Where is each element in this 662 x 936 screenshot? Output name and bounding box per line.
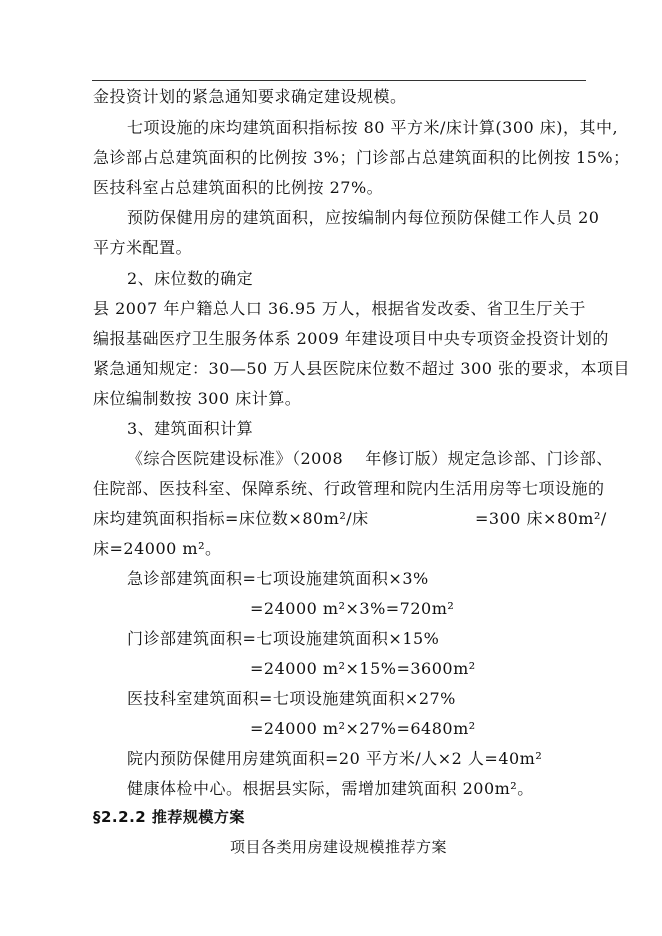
text-line: 床位编制数按 300 床计算。 — [93, 389, 302, 408]
subheading-bed-count: 2、床位数的确定 — [127, 269, 254, 288]
formula-line: 床均建筑面积指标=床位数×80m²/床 — [93, 509, 369, 528]
text-line: 健康体检中心。根据县实际，需增加建筑面积 200m²。 — [127, 779, 534, 798]
header-rule — [92, 80, 586, 81]
formula-line: 门诊部建筑面积=七项设施建筑面积×15% — [127, 629, 440, 648]
text-line: 七项设施的床均建筑面积指标按 80 平方米/床计算(300 床)，其中, — [127, 118, 619, 137]
formula-line: 床=24000 m²。 — [93, 539, 222, 558]
section-heading: §2.2.2 推荐规模方案 — [93, 808, 245, 826]
formula-line: 急诊部建筑面积=七项设施建筑面积×3% — [127, 569, 429, 588]
formula-result: =24000 m²×27%=6480m² — [250, 719, 476, 738]
formula-line: 医技科室建筑面积=七项设施建筑面积×27% — [127, 689, 456, 708]
text-line: 平方米配置。 — [93, 238, 193, 257]
table-caption: 项目各类用房建设规模推荐方案 — [230, 838, 448, 856]
text-line: 住院部、医技科室、保障系统、行政管理和院内生活用房等七项设施的 — [93, 479, 605, 498]
formula-result: =24000 m²×15%=3600m² — [250, 659, 476, 678]
formula-result: =24000 m²×3%=720m² — [250, 599, 455, 618]
text-line: 预防保健用房的建筑面积，应按编制内每位预防保健工作人员 20 — [127, 208, 600, 227]
text-line: 《综合医院建设标准》（2008 年修订版）规定急诊部、门诊部、 — [127, 449, 613, 468]
text-line: 编报基础医疗卫生服务体系 2009 年建设项目中央专项资金投资计划的 — [93, 329, 609, 348]
text-line: 紧急通知规定：30—50 万人县医院床位数不超过 300 张的要求，本项目 — [93, 359, 631, 378]
text-line: 急诊部占总建筑面积的比例按 3%；门诊部占总建筑面积的比例按 15%； — [93, 148, 630, 167]
formula-line: =300 床×80m²/ — [475, 509, 607, 528]
subheading-floor-area: 3、建筑面积计算 — [127, 419, 254, 438]
text-line: 县 2007 年户籍总人口 36.95 万人，根据省发改委、省卫生厅关于 — [93, 299, 586, 318]
text-line: 金投资计划的紧急通知要求确定建设规模。 — [93, 87, 407, 106]
text-line: 医技科室占总建筑面积的比例按 27%。 — [93, 178, 384, 197]
formula-line: 院内预防保健用房建筑面积=20 平方米/人×2 人=40m² — [127, 749, 543, 768]
